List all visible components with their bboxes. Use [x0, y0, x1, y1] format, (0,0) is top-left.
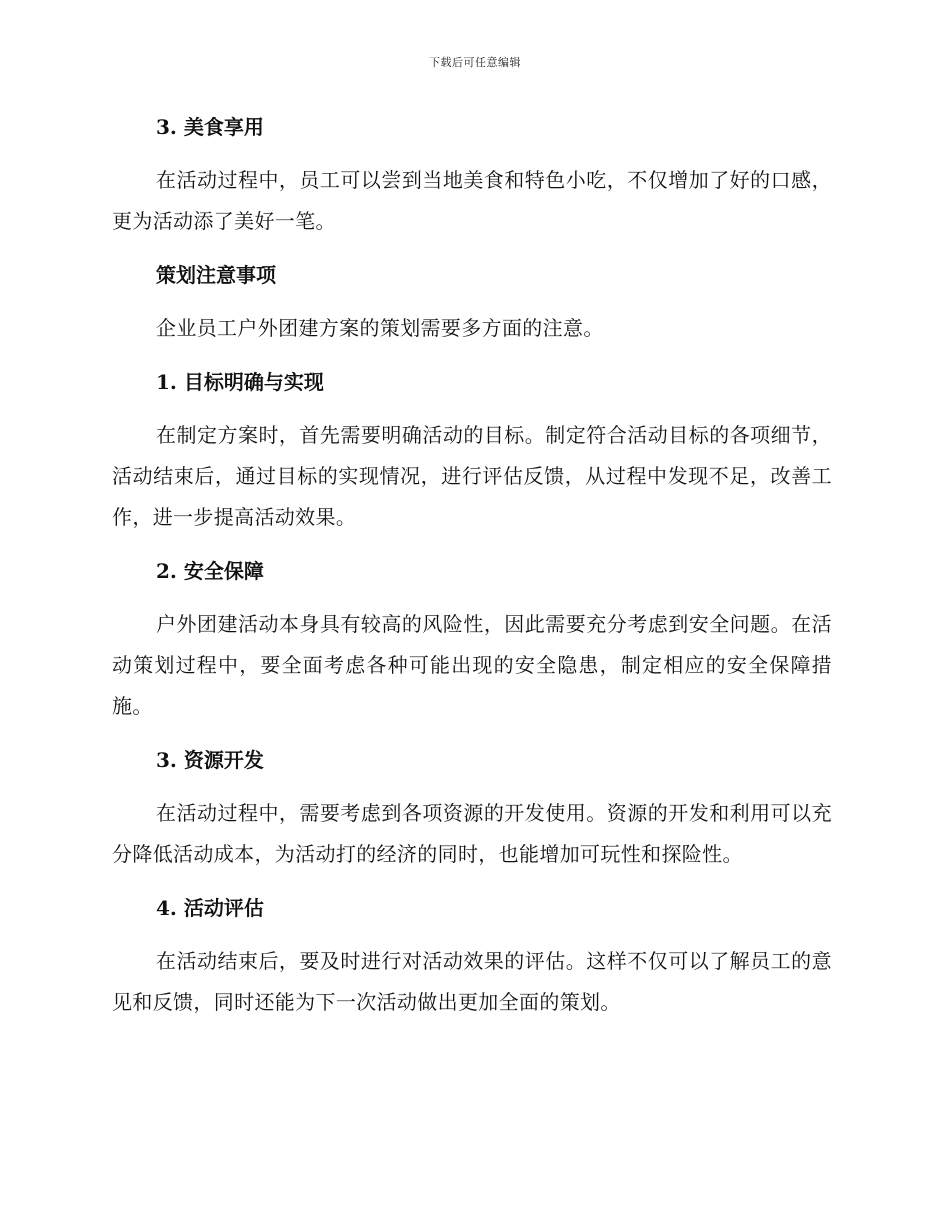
section-heading-safety: 2. 安全保障 — [156, 559, 264, 583]
paragraph-planning-intro: 企业员工户外团建方案的策划需要多方面的注意。 — [156, 316, 604, 340]
section-heading-goals: 1. 目标明确与实现 — [156, 370, 324, 394]
paragraph-goals: 在制定方案时，首先需要明确活动的目标。制定符合活动目标的各项细节，活动结束后，通过目标的实现情况，进行评估反馈，从过程中发现不足，改善工作，进一步提高活动效果。 — [112, 423, 832, 529]
paragraph-evaluation: 在活动结束后，要及时进行对活动效果的评估。这样不仅可以了解员工的意见和反馈，同时还能为下一次活动做出更加全面的策划。 — [112, 949, 832, 1014]
paragraph-resources: 在活动过程中，需要考虑到各项资源的开发使用。资源的开发和利用可以充分降低活动成本，为活动打的经济的同时，也能增加可玩性和探险性。 — [112, 801, 832, 866]
paragraph-safety: 户外团建活动本身具有较高的风险性，因此需要充分考虑到安全问题。在活动策划过程中，要全面考虑各种可能出现的安全隐患，制定相应的安全保障措施。 — [112, 612, 832, 718]
section-heading-resources: 3. 资源开发 — [156, 748, 264, 772]
section-heading-evaluation: 4. 活动评估 — [156, 896, 264, 920]
document-body — [112, 107, 832, 1036]
section-heading-planning-notes: 策划注意事项 — [156, 263, 276, 287]
page-header: 下载后可任意编辑 — [429, 56, 521, 69]
section-heading-food: 3. 美食享用 — [156, 115, 264, 139]
paragraph-food: 在活动过程中，员工可以尝到当地美食和特色小吃，不仅增加了好的口感，更为活动添了美好一笔。 — [112, 168, 832, 233]
